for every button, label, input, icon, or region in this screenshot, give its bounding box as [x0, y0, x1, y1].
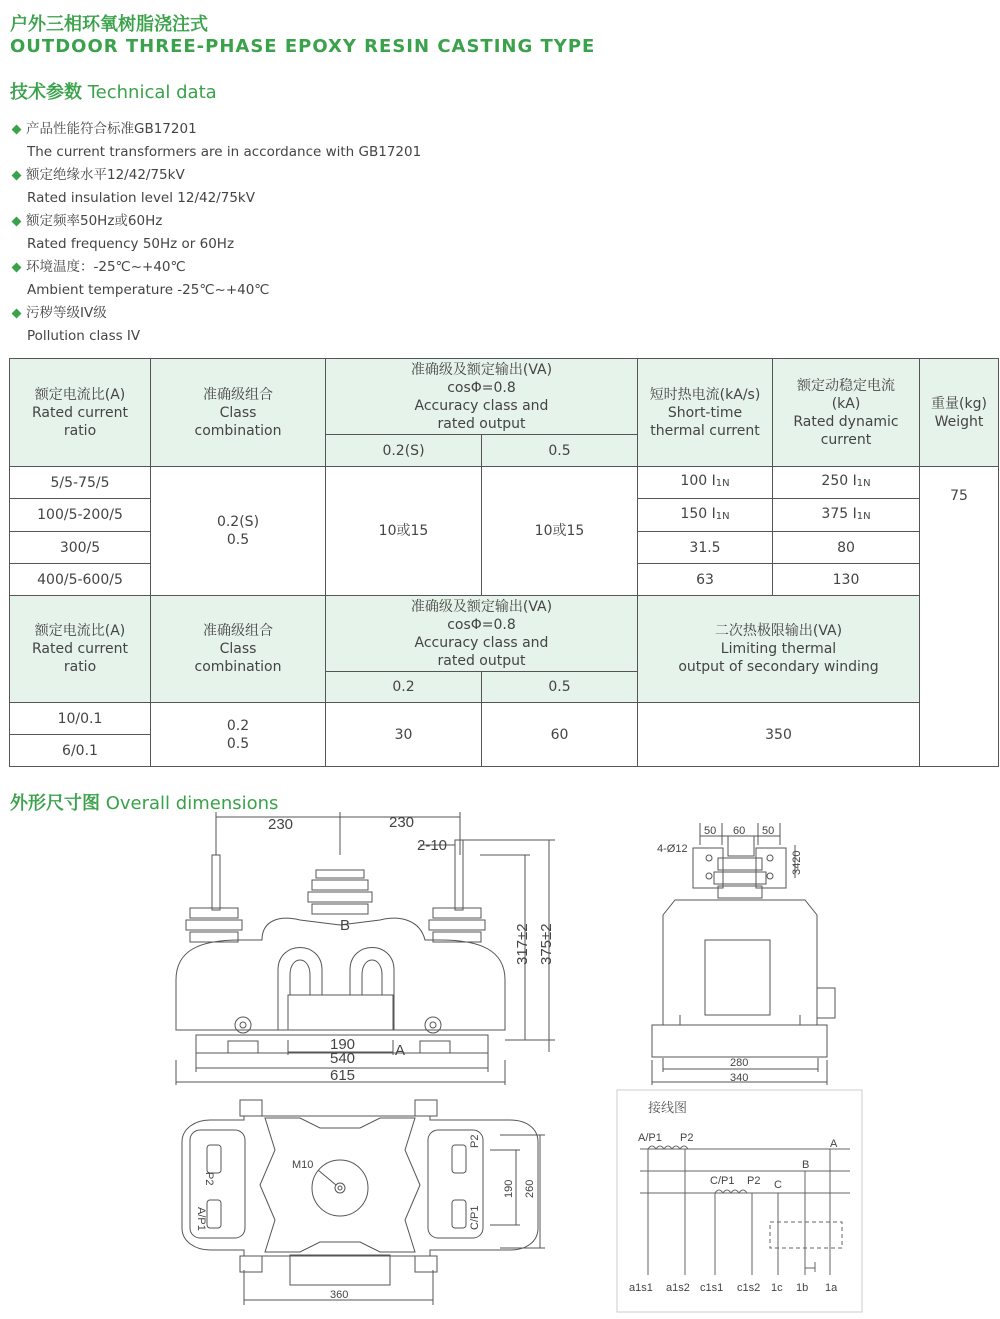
- dim-317: 317±2: [514, 923, 531, 965]
- side-view: [652, 823, 835, 1085]
- dim-top-190: 190: [503, 1179, 515, 1198]
- ratio-cell: 100/5-200/5: [10, 499, 151, 532]
- header-weight: 重量(kg) Weight: [920, 359, 999, 467]
- dims-heading-cn: 外形尺寸图: [10, 793, 100, 814]
- wiring-label-P2b: P2: [747, 1175, 761, 1187]
- wiring-label-P2a: P2: [680, 1132, 694, 1144]
- sub-header: 0.2: [326, 672, 482, 703]
- spec-cn-text: 额定频率50Hz或60Hz: [26, 213, 163, 229]
- dim-top-260: 260: [524, 1179, 536, 1198]
- top-view: [182, 1100, 545, 1305]
- dim-holes: 2-10: [417, 837, 448, 854]
- wiring-label-CP1: C/P1: [710, 1175, 735, 1187]
- terminal-label: c1s1: [700, 1282, 724, 1294]
- header-output: 准确级及额定输出(VA) cosΦ=0.8 Accuracy class and rated output: [326, 596, 638, 672]
- spec-cn-text: 环境温度：-25℃~+40℃: [26, 259, 186, 275]
- title-cn: 户外三相环氧树脂浇注式: [10, 14, 208, 35]
- header-short-time: 短时热电流(kA/s) Short-time thermal current: [638, 359, 773, 467]
- label-CP1: C/P1: [469, 1205, 481, 1230]
- header-class: 准确级组合 Class combination: [151, 359, 326, 467]
- dyn-cell: 375 $I_{1N}$: [773, 499, 920, 532]
- class-cell: 0.2(S) 0.5: [151, 467, 326, 596]
- wiring-label-B: B: [802, 1159, 810, 1171]
- short-cell: 31.5: [638, 532, 773, 564]
- sub-header: 0.2(S): [326, 435, 482, 467]
- dim-230-left: 230: [268, 816, 294, 833]
- sub-header: 0.5: [482, 672, 638, 703]
- terminal-label: a1s1: [629, 1282, 653, 1294]
- dim-615: 615: [330, 1067, 356, 1084]
- ratio-cell: 6/0.1: [10, 735, 151, 767]
- class-cell: 0.2 0.5: [151, 703, 326, 767]
- tech-heading-cn: 技术参数: [10, 82, 82, 103]
- label-A: A: [395, 1042, 406, 1059]
- label-M10: M10: [292, 1159, 314, 1171]
- wiring-label-A: A: [830, 1138, 838, 1150]
- label-P2-left: P2: [203, 1172, 215, 1186]
- dim-side-holes: 4-Ø12: [657, 843, 688, 855]
- dim-540: 540: [330, 1050, 356, 1067]
- tech-heading-en: Technical data: [87, 82, 217, 103]
- dyn-cell: 80: [773, 532, 920, 564]
- header-output: 准确级及额定输出(VA) cosΦ=0.8 Accuracy class and rated output: [326, 359, 638, 435]
- label-P2-right: P2: [469, 1134, 481, 1148]
- header-ratio: 额定电流比(A) Rated current ratio: [10, 359, 151, 467]
- header-class: 准确级组合 Class combination: [151, 596, 326, 703]
- ratio-cell: 10/0.1: [10, 703, 151, 735]
- header-limit: 二次热极限输出(VA) Limiting thermal output of secondary winding: [638, 596, 920, 703]
- dim-50-right: 50: [762, 825, 775, 837]
- wiring-label-C: C: [774, 1179, 782, 1191]
- front-view: [176, 812, 555, 1085]
- wiring-label-AP1: A/P1: [638, 1132, 662, 1144]
- spec-cn-text: 污秽等级IV级: [26, 305, 107, 321]
- ratio-cell: 400/5-600/5: [10, 564, 151, 596]
- spec-en: Rated frequency 50Hz or 60Hz: [27, 236, 235, 252]
- short-cell: 100 $I_{1N}$: [638, 467, 773, 499]
- terminal-label: 1c: [771, 1282, 783, 1294]
- wiring-title: 接线图: [648, 1100, 688, 1115]
- dyn-cell: 130: [773, 564, 920, 596]
- dim-340: 340: [730, 1072, 749, 1084]
- output-cell: 60: [482, 703, 638, 767]
- dim-50-left: 50: [704, 825, 717, 837]
- wiring-diagram: [617, 1090, 862, 1312]
- spec-en: Rated insulation level 12/42/75kV: [27, 190, 255, 206]
- terminal-label: 1a: [825, 1282, 838, 1294]
- ratio-cell: 300/5: [10, 532, 151, 564]
- output-cell: 30: [326, 703, 482, 767]
- spec-en: Pollution class IV: [27, 328, 141, 344]
- header-dynamic: 额定动稳定电流 (kA) Rated dynamic current: [773, 359, 920, 467]
- spec-cn-text: 产品性能符合标准GB17201: [26, 121, 197, 137]
- dim-60: 60: [733, 825, 746, 837]
- spec-en: The current transformers are in accordance with GB17201: [27, 144, 422, 160]
- terminal-label: c1s2: [737, 1282, 761, 1294]
- dim-3420: 3420: [791, 850, 803, 875]
- dim-375: 375±2: [538, 923, 555, 965]
- dyn-cell: 250 $I_{1N}$: [773, 467, 920, 499]
- header-ratio: 额定电流比(A) Rated current ratio: [10, 596, 151, 703]
- spec-cn-text: 额定绝缘水平12/42/75kV: [26, 167, 185, 183]
- weight-cell: 75: [920, 467, 999, 767]
- dim-230-right: 230: [389, 814, 415, 831]
- terminal-label: 1b: [796, 1282, 809, 1294]
- title-en: OUTDOOR THREE-PHASE EPOXY RESIN CASTING TYPE: [10, 36, 596, 57]
- spec-en: Ambient temperature -25℃~+40℃: [27, 282, 270, 298]
- label-B: B: [340, 917, 351, 934]
- label-AP1: A/P1: [195, 1207, 207, 1231]
- dim-280: 280: [730, 1057, 749, 1069]
- terminal-label: a1s2: [666, 1282, 690, 1294]
- sub-header: 0.5: [482, 435, 638, 467]
- short-cell: 63: [638, 564, 773, 596]
- output-cell: 10或15: [326, 467, 482, 596]
- dim-190: 190: [330, 1036, 356, 1053]
- ratio-cell: 5/5-75/5: [10, 467, 151, 499]
- limit-cell: 350: [638, 703, 920, 767]
- output-cell: 10或15: [482, 467, 638, 596]
- short-cell: 150 $I_{1N}$: [638, 499, 773, 532]
- dims-heading-en: Overall dimensions: [105, 793, 279, 814]
- dim-360: 360: [330, 1289, 349, 1301]
